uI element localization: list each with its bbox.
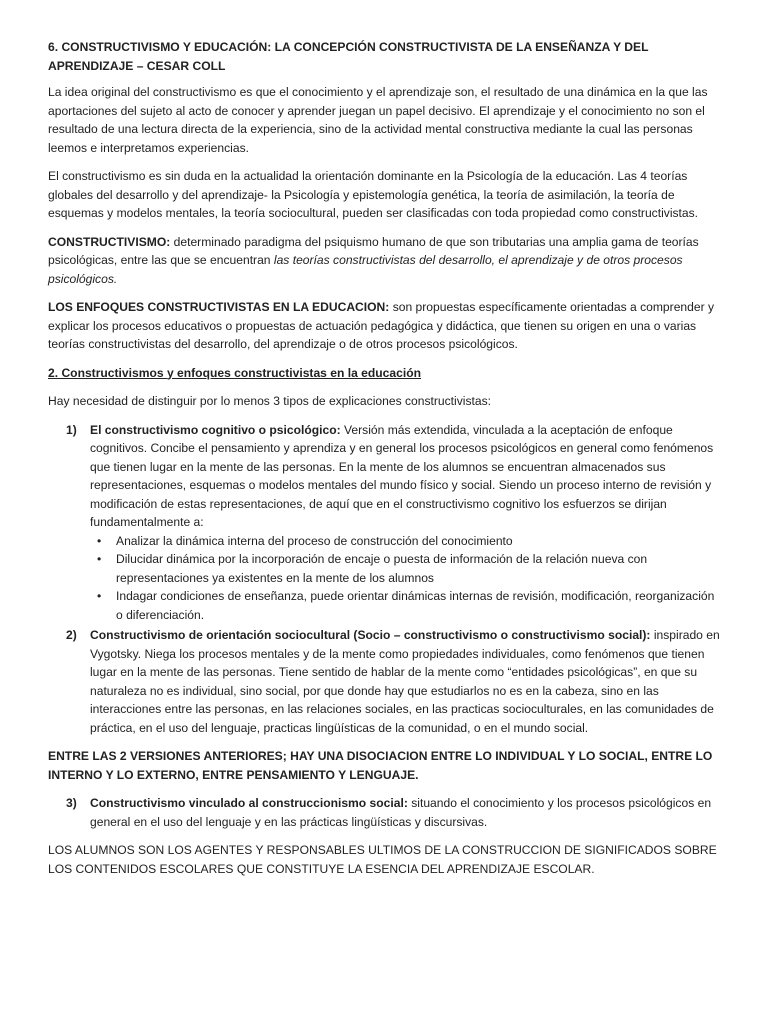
paragraph-enfoques [48,298,720,354]
item-term: El constructivismo cognitivo o psicológico: [90,422,341,437]
enfoques-text: son propuestas específicamente orientadas a comprender y explicar los procesos educativos o propuestas de actuación pedagógica y didáctica, que tienen su origen en una o varias teorías constructivistas del desarrollo, del aprendizaje o de otros procesos psicológicos. [48,300,715,351]
bullet-icon: • [97,533,102,548]
paragraph-constructivism-idea: La idea original del constructivismo es que el conocimiento y el aprendizaje son, el resultado de una dinámica en la que las aportaciones del sujeto al acto de conocer y aprender juegan un papel decisivo. El aprendizaje y el conocimiento no son el resultado de una lectura directa de la experiencia, sino de la actividad mental constructiva mediante la cual las personas leemos e interpretamos experiencias. [48,85,708,155]
item-number: 3) [66,796,77,810]
list-item-sociocultural [48,626,720,737]
bullet-text: Analizar la dinámica interna del proceso de construcción del conocimiento [116,533,513,548]
types-list-continued [48,794,720,831]
item-number: 1) [66,422,77,437]
bullet-text: Indagar condiciones de enseñanza, puede orientar dinámicas internas de revisión, modificación, reorganización o diferenciación. [116,589,715,622]
paragraph-conclusion: LOS ALUMNOS SON LOS AGENTES Y RESPONSABLES ULTIMOS DE LA CONSTRUCCION DE SIGNIFICADOS SOBRE LOS CONTENIDOS ESCOLARES QUE CONSTITUYE LA ESENCIA DEL APRENDIZAJE ESCOLAR. [48,843,717,876]
list-item-cognitive [48,421,720,625]
cognitive-bullets [90,532,720,625]
term-enfoques: LOS ENFOQUES CONSTRUCTIVISTAS EN LA EDUCACION: [48,300,390,314]
item-term: Constructivismo vinculado al construccionismo social: [90,796,408,810]
bullet-text: Dilucidar dinámica por la incorporación de encaje o puesta de información de la relación nueva con representaciones ya existentes en la mente de los alumnos [116,552,648,585]
bullet-item [90,550,720,587]
list-item-construccionismo [48,794,720,831]
types-intro: Hay necesidad de distinguir por lo menos 3 tipos de explicaciones constructivistas: [48,394,491,408]
section-heading: 2. Constructivismos y enfoques constructivistas en la educación [48,365,421,380]
definition-italic: las teorías constructivistas del desarrollo, el aprendizaje y de otros procesos psicológicos. [48,253,683,286]
types-list [48,421,720,738]
item-term: Constructivismo de orientación sociocultural (Socio – constructivismo o constructivismo social): [90,628,651,642]
paragraph-dominant-orientation: El constructivismo es sin duda en la actualidad la orientación dominante en la Psicología de la educación. Las 4 teorías globales del desarrollo y del aprendizaje- la Psicología y epistemología genética, la teoría de asimilación, la teoría de esquemas y modelos mentales, la teoría sociocultural, pueden ser clasificadas con toda propiedad como constructivistas. [48,169,699,220]
item-text: Versión más extendida, vinculada a la aceptación de enfoque cognitivos. Concibe el pensamiento y aprendiza y en general los procesos psicológicos en general como fenómenos que tienen lugar en la mente de las personas. En la mente de los alumnos se encuentran almacenados sus representaciones, esquemas o modelos mentales del mundo físico y social. Siendo un proceso interno de revisión y modificación de estas representaciones, de aquí que en el constructivismo cognitivo los esfuerzos se dirijan fundamentalmente a: [90,422,714,529]
bullet-item [90,532,720,551]
bullet-item [90,587,720,624]
definition-text: determinado paradigma del psiquismo humano de que son tributarias una amplia gama de teorías psicológicas, entre las que se encuentran [48,234,699,267]
item-text: inspirado en Vygotsky. Niega los procesos mentales y de la mente como propiedades individuales, como fenómenos que tienen lugar en la mente de las personas. Tiene sentido de hablar de la mente como “entidades psicológicas”, en que su naturaleza no es individual, sino social, por que donde hay que estudiarlos no es en la cabeza, sino en las interacciones entre las personas, en las relaciones sociales, en las practicas socioculturales, en las comunidades de práctica, en el uso del lenguaje, practicas lingüísticas de la comunidad, o en el mundo social. [90,628,720,735]
bullet-icon: • [97,552,102,566]
item-text: situando el conocimiento y los procesos psicológicos en general en el uso del lenguaje y en las prácticas lingüísticas y discursivas. [90,796,712,829]
paragraph-constructivism-definition [48,233,720,289]
term-constructivismo: CONSTRUCTIVISMO: [48,234,171,249]
item-number: 2) [66,628,77,642]
paragraph-dissociation: ENTRE LAS 2 VERSIONES ANTERIORES; HAY UNA DISOCIACION ENTRE LO INDIVIDUAL Y LO SOCIAL, ENTRE LO INTERNO Y LO EXTERNO, ENTRE PENSAMIENTO Y LENGUAJE. [48,749,713,782]
bullet-icon: • [97,589,102,603]
document-title: 6. CONSTRUCTIVISMO Y EDUCACIÓN: LA CONCEPCIÓN CONSTRUCTIVISTA DE LA ENSEÑANZA Y DEL APRENDIZAJE – CESAR COLL [48,40,649,73]
